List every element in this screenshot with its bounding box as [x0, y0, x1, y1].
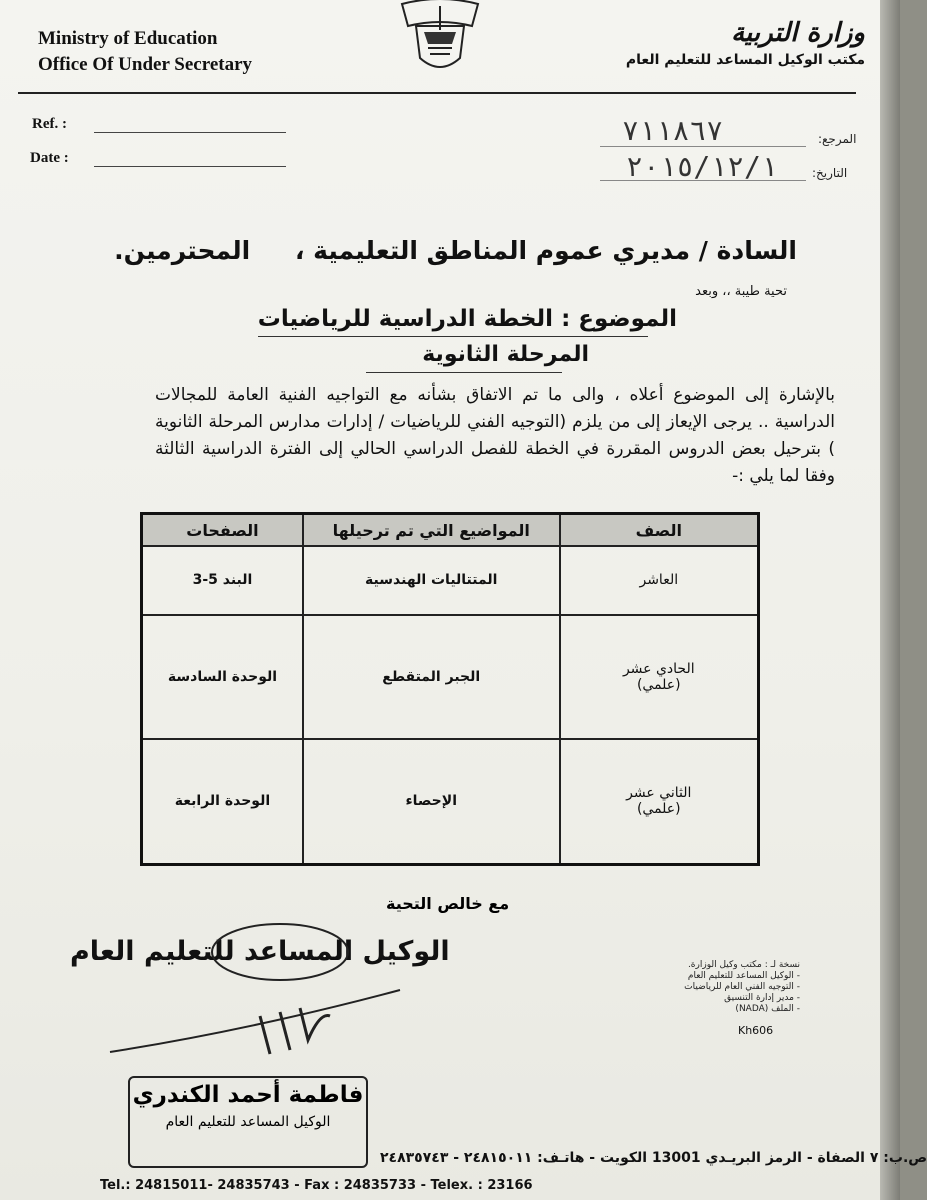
stage-title: المرحلة الثانوية: [422, 342, 589, 367]
official-stamp: [128, 1076, 368, 1168]
addressee-honorific: المحترمين.: [114, 236, 251, 265]
office-name-ar: مكتب الوكيل المساعد للتعليم العام: [625, 52, 865, 68]
table-row: [142, 739, 759, 865]
cc-item: - التوجيه الفني العام للرياضيات: [684, 982, 800, 992]
kuwait-emblem-icon: [398, 0, 482, 76]
topic-cell: الإحصاء: [303, 739, 560, 865]
page-edge-shadow: [880, 0, 900, 1200]
ministry-name-en: Ministry of Education: [38, 28, 218, 49]
cc-item: - مدير إدارة التنسيق: [724, 993, 800, 1003]
pages-cell: البند 5-3: [142, 546, 303, 615]
date-label-ar: التاريخ:: [812, 166, 848, 180]
copy-distribution: [660, 960, 800, 1015]
header-pages: الصفحات: [142, 514, 303, 547]
addressee-text: السادة / مديري عموم المناطق التعليمية ،: [294, 236, 797, 265]
header-grade: الصف: [560, 514, 759, 547]
arabic-letterhead: [626, 18, 865, 68]
date-handwritten: ٢٠١٥/١٢/١: [626, 150, 778, 183]
stage-underline: [366, 372, 562, 373]
letter-body: بالإشارة إلى الموضوع أعلاه ، والى ما تم الاتفاق بشأنه مع التواجيه الفنية العامة للمجالات الدراسية .. يرجى الإيعاز إلى من يلزم (التوجيه الفني للرياضيات / إدارات مدارس المرحلة الثانوية ) بترحيل بعض الدروس المقررة في الخطة للفصل الدراسي الحالي إلى الفترة الدراسية الثالثة وفقا لما يلي :-: [155, 385, 835, 486]
ref-label: Ref. :: [32, 116, 67, 132]
topic-cell: المتتاليات الهندسية: [303, 546, 560, 615]
header-topics: المواضيع التي تم ترحيلها: [303, 514, 560, 547]
table-row: [142, 615, 759, 739]
cc-item: - الملف (NADA): [735, 1004, 800, 1014]
closing-line: مع خالص التحية: [386, 894, 510, 913]
header-divider: [18, 92, 856, 94]
pages-cell: الوحدة السادسة: [142, 615, 303, 739]
addressee: [114, 236, 797, 265]
topic-cell: الجبر المتقطع: [303, 615, 560, 739]
grade-cell: [560, 615, 759, 739]
english-letterhead: [38, 26, 252, 78]
date-label: Date :: [30, 150, 69, 166]
ref-number-handwritten: ٧١١٨٦٧: [622, 114, 724, 147]
grade-cell: [560, 546, 759, 615]
subject-line: الموضوع : الخطة الدراسية للرياضيات: [257, 306, 677, 332]
ref-label-ar: المرجع:: [818, 132, 857, 146]
study-plan-table: [140, 512, 760, 866]
ref-line: [94, 132, 286, 133]
date-line: [94, 166, 286, 167]
stamp-name: فاطمة أحمد الكندري: [132, 1082, 364, 1108]
table-header-row: [142, 514, 759, 547]
subject-underline: [258, 336, 648, 337]
footer-address-ar: ص.ب: ٧ الصفاة - الرمز البريـدي 13001 الكويت - هاتـف: ٢٤٨١٥٠١١ - ٢٤٨٣٥٧٤٣: [380, 1150, 927, 1166]
grade-cell: [560, 739, 759, 865]
signatory-title: الوكيل المساعد للتعليم العام: [70, 936, 450, 967]
handwritten-signature-icon: [100, 920, 400, 1060]
grade-note: (علمي): [636, 676, 681, 693]
grade-note: (علمي): [636, 801, 681, 818]
cc-heading: نسخة لـ : مكتب وكيل الوزارة.: [687, 960, 800, 970]
office-name-en: Office Of Under Secretary: [38, 54, 253, 75]
grade-name: العاشر: [639, 572, 679, 589]
pages-cell: الوحدة الرابعة: [142, 739, 303, 865]
footer-contact-en: Tel.: 24815011- 24835743 - Fax : 24835733 - Telex. : 23166: [100, 1178, 533, 1193]
cc-item: - الوكيل المساعد للتعليم العام: [687, 971, 800, 981]
stamp-title: الوكيل المساعد للتعليم العام: [165, 1114, 331, 1130]
table-row: [142, 546, 759, 615]
greeting: تحية طيبة ،، وبعد: [695, 284, 787, 299]
grade-name: الثاني عشر: [626, 785, 692, 802]
ministry-name-ar: وزارة التربية: [731, 18, 865, 48]
grade-name: الحادي عشر: [622, 660, 695, 677]
document-code: Kh606: [738, 1024, 774, 1037]
